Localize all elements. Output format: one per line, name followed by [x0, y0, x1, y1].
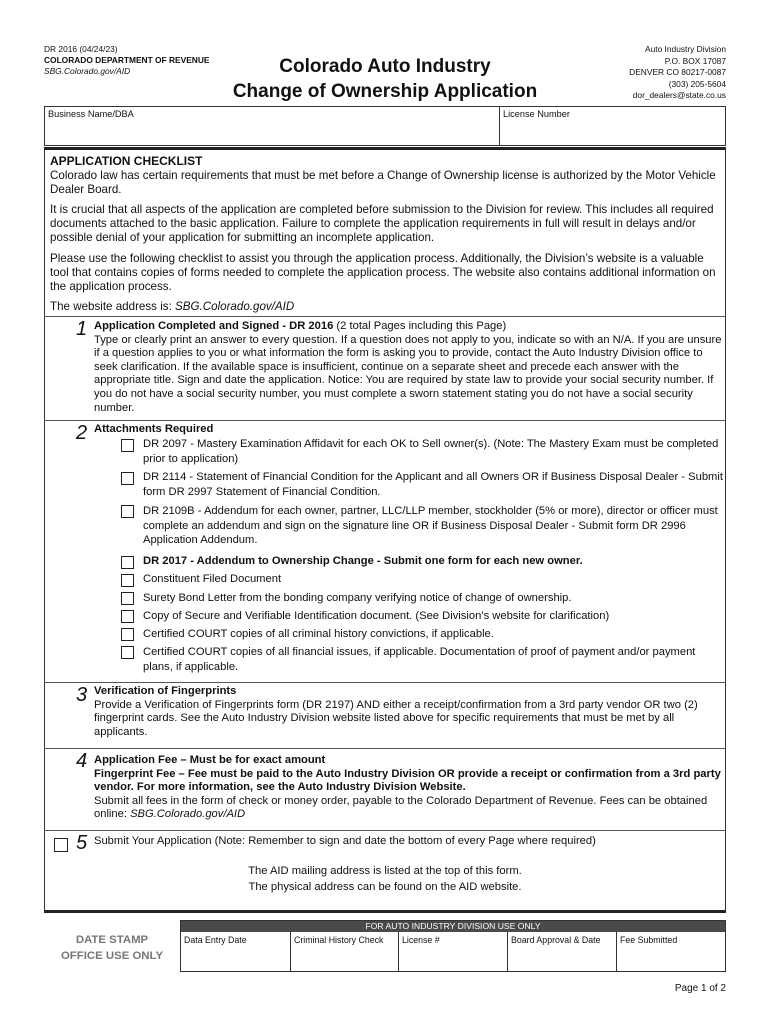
checklist-title: APPLICATION CHECKLIST — [50, 154, 203, 168]
attachment-checkbox-2[interactable] — [121, 472, 134, 485]
checklist-paragraph-3: Please use the following checklist to assist you through the application process. Additionally, the Division’s website is a valuable tool that contains copies of forms needed to complete the application process. The website also contains additional information on the application process. — [50, 252, 716, 293]
section-1-title-suffix: (2 total Pages including this Page) — [333, 320, 507, 332]
attachment-checkbox-5[interactable] — [121, 574, 134, 587]
office-use-only-label: OFFICE USE ONLY — [60, 950, 164, 962]
section-4-body: Submit all fees in the form of check or money order, payable to the Colorado Department of Revenue. Fees can be obtained online: — [94, 794, 708, 821]
date-stamp-label: DATE STAMP — [75, 934, 149, 946]
header-left — [44, 44, 210, 77]
attachment-item-5: Constituent Filed Document — [143, 573, 282, 585]
checklist-paragraph-1: Colorado law has certain requirements that must be met before a Change of Ownership license is authorized by the Motor Vehicle Dealer Board. — [50, 169, 716, 196]
separator-3 — [44, 682, 726, 683]
section-4-fingerprint-fee: Fingerprint Fee – Fee must be paid to the Auto Industry Division OR provide a receipt or confirmation from a 3rd party vendor. For more information, see the Auto Industry Division Website. — [94, 767, 721, 794]
section-3-body: Provide a Verification of Fingerprints form (DR 2197) AND either a receipt/confirmation from a 3rd party vendor OR two (2) fingerprint cards. See the Auto Industry Division website listed above for specific requirements that must be met by all applicants. — [94, 698, 698, 738]
attachment-checkbox-6[interactable] — [121, 592, 134, 605]
section-1-title: Application Completed and Signed - DR 2016 — [94, 320, 334, 332]
attachment-item-6: Surety Bond Letter from the bonding company verifying notice of change of ownership. — [143, 592, 572, 604]
section-number-1: 1 — [76, 318, 88, 340]
office-cell-fee-submitted: Fee Submitted — [616, 932, 725, 972]
section-2-title-text: Attachments Required — [94, 423, 214, 435]
website-prefix: The website address is: — [50, 300, 176, 313]
license-number-label: License Number — [503, 109, 570, 119]
attachment-item-1: DR 2097 - Mastery Examination Affidavit for each OK to Sell owner(s). (Note: The Mastery Exam must be completed prior to application) — [143, 438, 719, 465]
attachment-checkbox-1[interactable] — [121, 439, 134, 452]
section-1-body: Type or clearly print an answer to every question. If a question does not apply to you, indicate so with an N/A. If you are unsure if a question applies to you or what information the form is asking you to provide, contact the Auto Industry Division office to seek clarification. If the available space is insufficient, continue on a separate sheet and precede each answer with the appropriate title. Sign and date the application. Notice: You are required by state law to provide your social security number. If you do not have a social security number, you must complete a sworn statement stating you do not have a social security number. — [94, 333, 722, 414]
attachment-checkbox-4[interactable] — [121, 556, 134, 569]
attachment-checkbox-3[interactable] — [121, 505, 134, 518]
attachment-checkbox-8[interactable] — [121, 628, 134, 641]
section-4-title: Application Fee – Must be for exact amount — [94, 754, 326, 766]
contact-city: DENVER CO 80217-0087 — [629, 67, 726, 78]
attachment-item-3: DR 2109B - Addendum for each owner, partner, LLC/LLP member, stockholder (5% or more), director or officer must complete an addendum and sign on the signature line OR if Business Disposal Dealer - Submit form DR 2996 Application Addendum. — [143, 505, 718, 546]
section-4-link[interactable]: SBG.Colorado.gov/AID — [130, 808, 246, 821]
form-code: DR 2016 (04/24/23) — [44, 44, 118, 54]
section-3-title: Verification of Fingerprints — [94, 685, 237, 697]
business-name-field[interactable] — [48, 122, 496, 144]
office-cell-board-approval: Board Approval & Date — [507, 932, 616, 972]
office-use-header: FOR AUTO INDUSTRY DIVISION USE ONLY — [181, 921, 725, 932]
contact-po-box: P.O. BOX 17087 — [664, 55, 726, 66]
separator-5 — [44, 830, 726, 831]
attachment-item-9: Certified COURT copies of all financial issues, if applicable. Documentation of proof of payment and/or payment plans, if applicable. — [143, 646, 696, 673]
section-2-title — [94, 423, 724, 437]
attachment-item-4: DR 2017 - Addendum to Ownership Change - Submit one form for each new owner. — [143, 555, 583, 567]
title-line-1: Colorado Auto Industry — [279, 56, 491, 77]
bottom-rule — [44, 910, 726, 913]
separator-4 — [44, 748, 726, 749]
section-number-5: 5 — [76, 832, 88, 854]
section-5-text: Submit Your Application (Note: Remember to sign and date the bottom of every Page where required) — [94, 835, 596, 847]
attachment-checkbox-7[interactable] — [121, 610, 134, 623]
office-cell-criminal-history: Criminal History Check — [290, 932, 398, 972]
checklist-paragraph-4 — [50, 300, 722, 314]
contact-email[interactable]: dor_dealers@state.co.us — [632, 90, 726, 101]
separator-1 — [44, 316, 726, 317]
section-4 — [94, 754, 724, 822]
contact-block — [629, 44, 726, 102]
section-number-4: 4 — [76, 750, 88, 772]
attachment-item-2: DR 2114 - Statement of Financial Condition for the Applicant and all Owners OR if Business Disposal Dealer - Submit form DR 2997 Statement of Financial Condition. — [143, 471, 723, 498]
website-link[interactable]: SBG.Colorado.gov/AID — [44, 66, 131, 76]
attachment-checkbox-9[interactable] — [121, 646, 134, 659]
attachment-item-7: Copy of Secure and Verifiable Identification document. (See Division’s website for clarification) — [143, 610, 610, 622]
section-3 — [94, 685, 724, 739]
checklist-paragraph-2: It is crucial that all aspects of the application are completed before submission to the Division for review. This includes all required documents attached to the basic application. Failure to complete the application requirements in full will result in delays and/or possible denial of your application for submitting an incomplete application. — [50, 203, 714, 244]
physical-address-note: The physical address can be found on the AID website. — [248, 881, 522, 893]
mailing-address-note: The AID mailing address is listed at the top of this form. — [248, 865, 522, 877]
office-cell-license-number: License # — [398, 932, 507, 972]
website-link-2[interactable]: SBG.Colorado.gov/AID — [175, 300, 295, 313]
separator-2 — [44, 420, 726, 421]
page-title — [200, 54, 570, 104]
department-name: COLORADO DEPARTMENT OF REVENUE — [44, 55, 210, 65]
business-divider — [499, 106, 500, 146]
page-number: Page 1 of 2 — [674, 983, 726, 994]
date-stamp-area — [44, 932, 180, 964]
contact-division: Auto Industry Division — [645, 44, 726, 54]
section-number-3: 3 — [76, 684, 88, 706]
attachment-item-8: Certified COURT copies of all criminal history convictions, if applicable. — [143, 628, 494, 640]
contact-phone: (303) 205-5604 — [668, 78, 726, 89]
license-number-field[interactable] — [503, 122, 723, 144]
business-name-label: Business Name/DBA — [48, 109, 134, 119]
title-line-2: Change of Ownership Application — [232, 81, 538, 102]
section-number-2: 2 — [76, 422, 88, 444]
office-cell-data-entry-date: Data Entry Date — [184, 935, 247, 945]
submit-checkbox[interactable] — [54, 838, 68, 852]
section-1 — [94, 320, 724, 415]
